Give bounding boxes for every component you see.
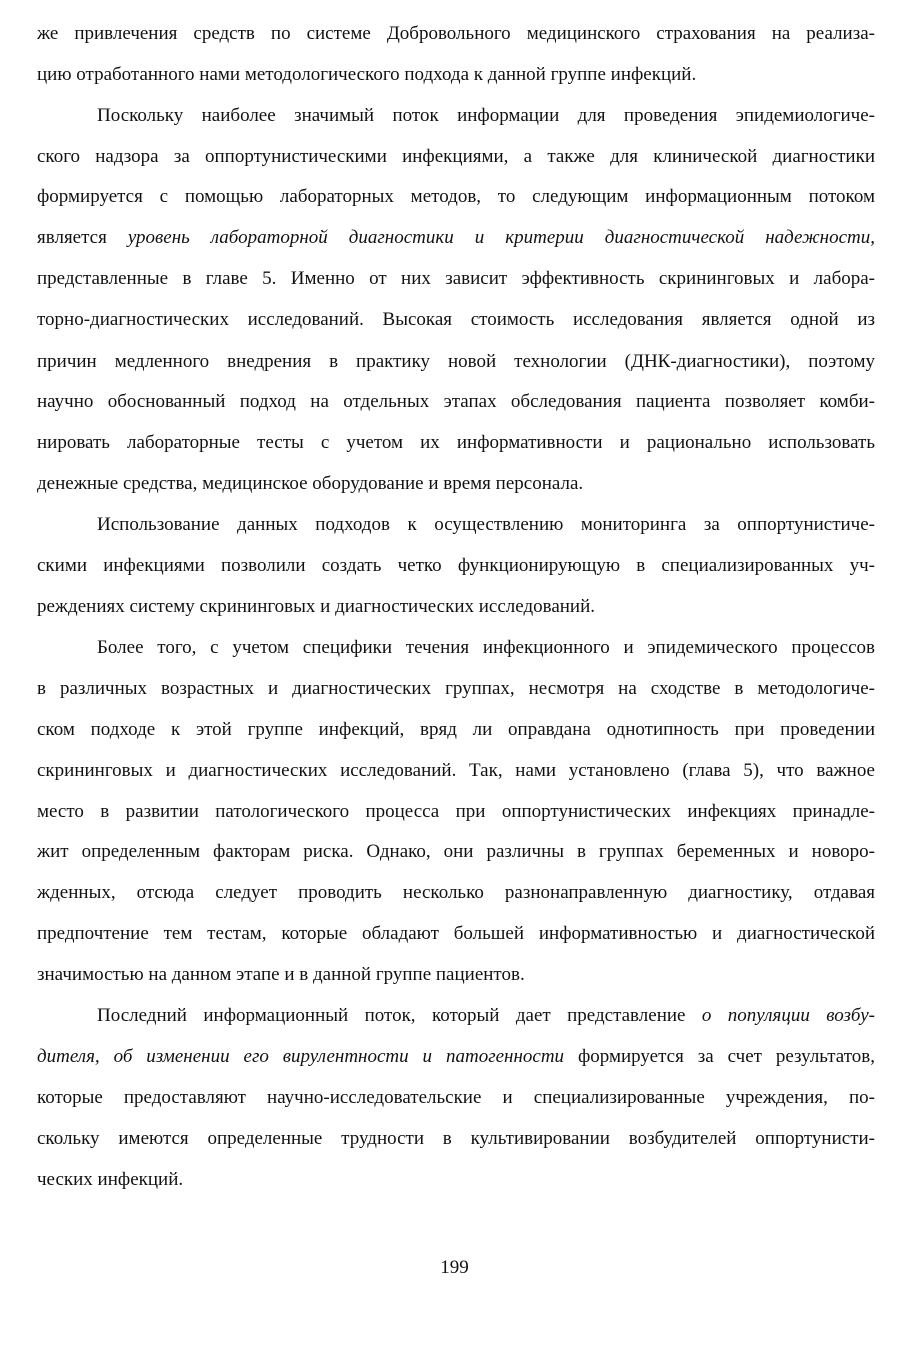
text-segment: жденных, отсюда следует проводить несколько разнонаправленную диагностику, отдавая <box>37 882 875 903</box>
italic-text: дителя, об изменении его вирулентности и патогенности <box>37 1046 565 1067</box>
text-line <box>37 63 875 87</box>
text-line <box>37 145 875 169</box>
text-segment: научно обоснованный подход на отдельных этапах обследования пациента позволяет комби- <box>37 391 875 412</box>
text-segment: же привлечения средств по системе Добровольного медицинского страхования на реализа- <box>37 23 875 44</box>
text-segment: скрининговых и диагностических исследований. Так, нами установлено (глава 5), что важное <box>37 760 875 781</box>
text-segment: денежные средства, медицинское оборудование и время персонала. <box>37 473 584 494</box>
text-segment: скольку имеются определенные трудности в культивировании возбудителей оппортунисти- <box>37 1128 875 1149</box>
text-segment: реждениях систему скрининговых и диагностических исследований. <box>37 596 596 617</box>
text-segment: жит определенным факторам риска. Однако, они различны в группах беременных и новоро- <box>37 841 875 862</box>
italic-text: о популяции возбу- <box>701 1005 875 1026</box>
text-segment: ческих инфекций. <box>37 1169 184 1190</box>
text-segment: которые предоставляют научно-исследовательские и специализированные учреждения, по- <box>37 1087 875 1108</box>
text-segment: скими инфекциями позволили создать четко функционирующую в специализированных уч- <box>37 555 875 576</box>
text-segment: цию отработанного нами методологического подхода к данной группе инфекций. <box>37 64 697 85</box>
text-segment: формируется с помощью лабораторных методов, то следующим информационным потоком <box>37 186 875 207</box>
text-segment: ском подходе к этой группе инфекций, вряд ли оправдана однотипность при проведении <box>37 719 875 740</box>
text-segment: Более того, с учетом специфики течения инфекционного и эпидемического процессов <box>97 637 875 658</box>
text-line <box>37 390 875 414</box>
text-line <box>37 1086 875 1110</box>
text-line <box>37 800 875 824</box>
text-line <box>37 226 875 250</box>
text-segment: ского надзора за оппортунистическими инфекциями, а также для клинической диагностики <box>37 146 875 167</box>
text-segment: значимостью на данном этапе и в данной группе пациентов. <box>37 964 525 985</box>
text-line <box>37 1045 875 1069</box>
text-line <box>37 1127 875 1151</box>
text-line <box>37 308 875 332</box>
text-segment: предпочтение тем тестам, которые обладают большей информативностью и диагностической <box>37 923 875 944</box>
text-line <box>37 595 875 619</box>
text-segment: причин медленного внедрения в практику новой технологии (ДНК-диагностики), поэтому <box>37 351 875 372</box>
text-line <box>37 554 875 578</box>
text-segment: представленные в главе 5. Именно от них зависит эффективность скрининговых и лабора- <box>37 268 875 289</box>
text-line <box>97 1004 875 1028</box>
text-line <box>37 431 875 455</box>
text-line <box>37 881 875 905</box>
text-line <box>37 1168 875 1192</box>
text-segment: Использование данных подходов к осуществлению мониторинга за оппортунистиче- <box>97 514 875 535</box>
text-segment: в различных возрастных и диагностических группах, несмотря на сходстве в методологиче- <box>37 678 875 699</box>
text-line <box>37 22 875 46</box>
text-line <box>37 963 875 987</box>
text-segment: нировать лабораторные тесты с учетом их информативности и рационально использовать <box>37 432 875 453</box>
text-line <box>37 922 875 946</box>
text-segment: является <box>37 227 128 248</box>
italic-text: уровень лабораторной диагностики и критерии диагностической надежности, <box>127 227 875 248</box>
text-line <box>97 104 875 128</box>
page-number: 199 <box>440 1257 469 1278</box>
text-segment: торно-диагностических исследований. Высокая стоимость исследования является одной из <box>37 309 875 330</box>
text-line <box>37 350 875 374</box>
text-line <box>37 759 875 783</box>
text-line <box>37 840 875 864</box>
text-segment: Последний информационный поток, который дает представление <box>97 1005 702 1026</box>
text-segment: место в развитии патологического процесса при оппортунистических инфекциях принадле- <box>37 801 875 822</box>
text-line <box>37 718 875 742</box>
text-line <box>97 636 875 660</box>
text-line <box>37 185 875 209</box>
text-segment: формируется за счет результатов, <box>564 1046 875 1067</box>
text-segment: Поскольку наиболее значимый поток информации для проведения эпидемиологиче- <box>97 105 875 126</box>
text-line <box>37 677 875 701</box>
text-line <box>37 267 875 291</box>
text-line <box>97 513 875 537</box>
text-line <box>37 472 875 496</box>
